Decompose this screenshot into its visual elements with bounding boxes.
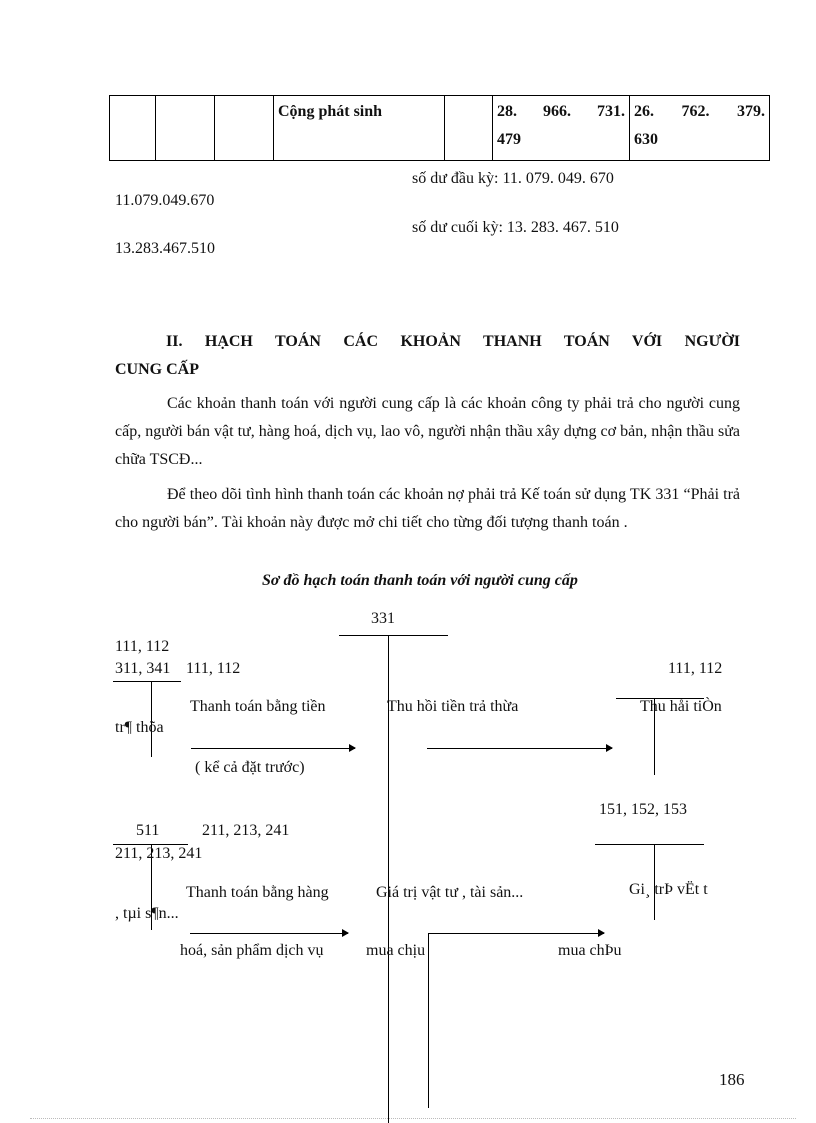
debit-total-line1: 28. 966. 731. — [497, 103, 625, 120]
account-331-top-line — [339, 635, 448, 636]
label-thu-hoi: Thu håi tiÒn — [640, 698, 722, 715]
label-pay-goods: Thanh toán bằng hàng — [186, 884, 329, 901]
label-goods-products: hoá, sản phẩm dịch vụ — [180, 942, 324, 959]
label-mua-chiu: mua chÞu — [558, 942, 622, 959]
label-gia-tri: Gi¸ trÞ vËt t — [629, 881, 708, 898]
account-511: 511 — [136, 822, 160, 839]
opening-balance-label: số dư đầu kỳ: 11. 079. 049. 670 — [412, 170, 614, 187]
account-111-112-mid: 111, 112 — [186, 660, 241, 677]
account-151-152-153: 151, 152, 153 — [599, 801, 687, 818]
credit-total-cell — [630, 96, 770, 161]
label-value: Giá trị vật tư , tài sản... — [376, 884, 524, 901]
debit-total-line2: 479 — [497, 131, 521, 148]
arrow-pay-goods — [190, 933, 348, 934]
credit-total-line1: 26. 762. 379. — [634, 103, 765, 120]
arrow-pay-cash — [191, 748, 355, 749]
table-cell — [110, 96, 156, 161]
label-pay-cash: Thanh toán bằng tiền — [190, 698, 326, 715]
account-111-112-right: 111, 112 — [668, 660, 723, 677]
table-cell — [215, 96, 274, 161]
paragraph-1: Các khoản thanh toán với người cung cấp là các khoản công ty phải trả cho người cung cấp, người bán vật tư, hàng hoá, dịch vụ, lao vô, người nhận thầu xây dựng cơ bản, nhận thầu sửa chữa TSCĐ... — [115, 395, 740, 468]
account-211-213-241-a: 211, 213, 241 — [202, 822, 290, 839]
credit-purchase-stem — [428, 934, 429, 1108]
arrow-refund — [427, 748, 612, 749]
account-111-112-left: 111, 112 — [115, 638, 170, 655]
arrow-credit-purchase — [428, 933, 604, 934]
closing-balance-label: số dư cuối kỳ: 13. 283. 467. 510 — [412, 219, 619, 236]
total-label: Cộng phát sinh — [278, 103, 383, 120]
paragraph-2: Để theo dõi tình hình thanh toán các khoản nợ phải trả Kế toán sử dụng TK 331 “Phải trả cho người bán”. Tài khoản này được mở chi tiết cho từng đối tượng thanh toán . — [115, 486, 740, 531]
total-label-cell — [274, 96, 445, 161]
table-row — [110, 96, 770, 161]
label-prepaid: ( kể cả đặt trước) — [195, 759, 305, 776]
footer-divider — [30, 1118, 796, 1119]
opening-balance-value: 11.079.049.670 — [115, 192, 215, 209]
page-number: 186 — [719, 1070, 745, 1089]
account-151-top-line — [595, 844, 704, 845]
label-credit-purchase: mua chịu — [366, 942, 426, 959]
label-tr-thua: tr¶ thõa — [115, 719, 164, 736]
debit-total-cell — [493, 96, 630, 161]
section-heading-line1: II. HẠCH TOÁN CÁC KHOẢN THANH TOÁN VỚI NGƯỜI — [166, 333, 740, 350]
summary-table — [109, 95, 770, 161]
section-heading-line2: CUNG CẤP — [115, 361, 199, 378]
credit-total-line2: 630 — [634, 131, 658, 148]
diagram-title: Sơ đồ hạch toán thanh toán với người cung cấp — [262, 572, 578, 589]
section-heading — [115, 328, 740, 384]
account-left1-top-line — [113, 681, 181, 682]
account-211-213-241-b: 211, 213, 241 — [115, 845, 203, 862]
closing-balance-value: 13.283.467.510 — [115, 240, 215, 257]
table-cell — [445, 96, 493, 161]
account-311-341: 311, 341 — [115, 660, 171, 677]
account-331-label: 331 — [371, 610, 395, 627]
table-cell — [156, 96, 215, 161]
label-refund: Thu hồi tiền trả thừa — [387, 698, 519, 715]
label-tai-san: , tµi s¶n... — [115, 905, 179, 922]
